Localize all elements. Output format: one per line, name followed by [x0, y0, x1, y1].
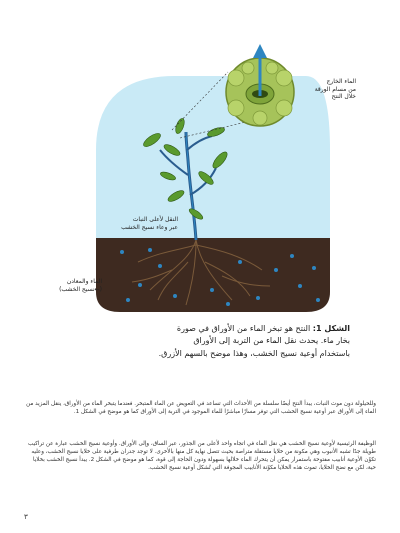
page-number: ٣	[24, 513, 28, 521]
water-vapor-arrow	[253, 44, 267, 58]
figure-caption	[60, 323, 350, 360]
stoma-zoom-circle	[226, 44, 294, 126]
root-callout	[50, 278, 102, 293]
stem-callout-line: عبر وعاء نسيج الخشب	[121, 223, 178, 231]
body-paragraph-2: الوظيفة الرئيسية لأوعية نسيج الخشب هي نقل الماء في اتجاه واحد لأعلى من الجذور، عبر الساق، وإلى الأوراق. وأوعية نسيج الخشب عبارة عن تراكيب طويلة جدًا تشبه الأنبوب وهي مكونة من خلايا مستقلة متراصة بحيث تتصل نهاية كل منها بالأخرى. لا توجد جدران طرفية على خلايا نسيج الخشب، وعليه تكوّن الأوعية أنابيب مفتوحة باستمرار يمكن أن يتحرك الماء خلالها بسهولة ودون الحاجة إلى قوة، كما هو موضح في الشكل 2. يبدأ نسيج الخشب بخلايا حية، لكن مع نضج الخلايا، تموت هذه الخلايا مكوّنة الأنابيب المجوفة التي تُشكل أوعية نسيج الخشب.	[28, 441, 376, 472]
caption-line: باستخدام أوعية نسيج الخشب، وهذا موضح بالسهم الأزرق.	[158, 348, 350, 358]
caption-label: الشكل 1:	[312, 324, 350, 333]
stem-callout	[102, 216, 178, 231]
leaf-callout-line: الماء الخارج	[326, 78, 356, 85]
root-callout-line: (←نسيج الخشب)	[59, 285, 102, 293]
stem-callout-line: النقل لأعلى النبات	[132, 216, 178, 223]
body-paragraph-1: وللحيلولة دون موت النبات، يبدأ النتح أيضًا سلسلة من الأحداث التي تساعد في التعويض عن الماء المتبخر. فعندما يتبخر الماء من الأوراق، ينقل المزيد من الماء إلى الأوراق عبر أوعية نسيج الخشب التي توفر مسارًا مباشرًا للماء الموجود في التربة إلى الأوراق كما هو موضح في الشكل 1.	[26, 401, 376, 416]
leaf-callout-line: خلال النتح	[331, 93, 356, 100]
leaf-callout-line: من مسام الورقة	[314, 85, 356, 93]
root-callout-line: الماء والمعادن	[66, 278, 102, 285]
leaf-callout	[300, 78, 356, 101]
caption-line: بخار ماء. يحدث نقل الماء من التربة إلى الأوراق	[193, 336, 350, 346]
caption-line: النتح هو تبخر الماء من الأوراق في صورة	[176, 324, 311, 333]
